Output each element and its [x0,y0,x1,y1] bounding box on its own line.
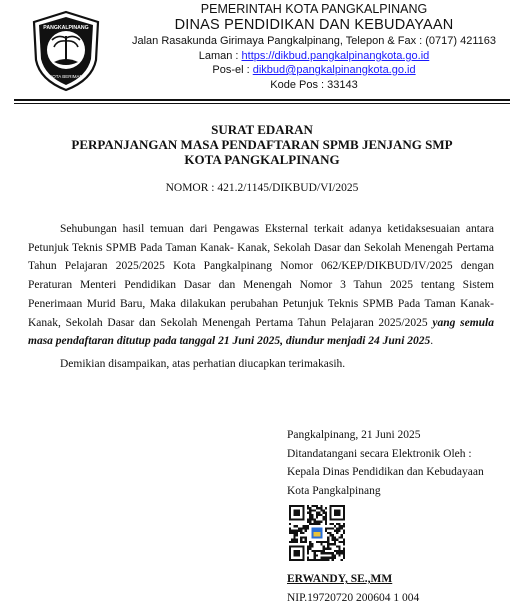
email-label: Pos-el : [212,64,253,76]
website-link[interactable]: https://dikbud.pangkalpinangkota.go.id [241,49,430,62]
city-emblem-icon [30,10,102,92]
email-line [104,63,524,78]
closing-paragraph: Demikian disampaikan, atas perhatian diucapkan terimakasih. [60,357,346,370]
position-line-2: Kota Pangkalpinang [287,485,381,498]
signer-name: ERWANDY, SE.,MM [287,573,393,585]
signed-by-label: Ditandatangani secara Elektronik Oleh : [287,447,472,460]
letterhead [0,0,524,104]
letterhead-divider-thin [14,103,510,104]
document-number: NOMOR : 421.2/1145/DIKBUD/VI/2025 [165,182,359,194]
title-line-3: KOTA PANGKALPINANG [184,152,340,167]
letterhead-divider-thick [14,99,510,101]
document-title [0,122,524,167]
title-line-2: PERPANJANGAN MASA PENDAFTARAN SPMB JENJANG SMP [71,137,453,152]
qr-code-icon [289,505,345,561]
position-line-1: Kepala Dinas Pendidikan dan Kebudayaan [287,466,484,479]
address-line: Jalan Rasakunda Girimaya Pangkalpinang, Telepon & Fax : (0717) 421163 [131,35,497,47]
emblem-text-bottom: KOTA BERIMAN [49,74,83,79]
department-name: DINAS PENDIDIKAN DAN KEBUDAYAAN [174,17,454,33]
body-paragraph-text: Sehubungan hasil temuan dari Pengawas Eksternal terkait adanya ketidaksesuaian antara Petunjuk Teknis SPMB Pada Taman Kanak- Kanak, Sekolah Dasar dan Sekolah Menengah Pertama Tahun Pelajaran 2025/2025 Kota Pangkalpinang Nomor 062/KEP/DIKBUD/IV/2025 dengan Peraturan Menteri Pendidikan Dasar dan Menengah Nomor 3 Tahun 2025 tentang Sistem Penerimaan Murid Baru, Maka dilakukan perubahan Petunjuk Teknis SPMB Pada Taman Kanak- Kanak, Sekolah Dasar dan Sekolah Menengah Pertama Tahun Pelajaran 2025/2025 [28,223,494,329]
letterhead-text [104,2,524,92]
body-paragraph [28,220,494,351]
body-paragraph-emphasis: yang semula masa pendaftaran ditutup pada tanggal 21 Juni 2025, diundur menjadi 24 Juni 2025 [28,316,494,348]
signer-nip: NIP.19720720 200604 1 004 [287,592,420,604]
postal-code: Kode Pos : 33143 [270,78,358,91]
letter-body [28,220,494,374]
signature-block [287,426,507,501]
title-line-1: SURAT EDARAN [211,122,313,137]
email-link[interactable]: dikbud@pangkalpinangkota.go.id [252,64,416,76]
government-name: PEMERINTAH KOTA PANGKALPINANG [200,2,428,16]
emblem-text-top: PANGKALPINANG [43,25,89,31]
website-label: Laman : [198,49,242,62]
body-paragraph-end: . [430,335,434,348]
website-line [104,49,524,64]
place-date: Pangkalpinang, 21 Juni 2025 [287,429,421,441]
